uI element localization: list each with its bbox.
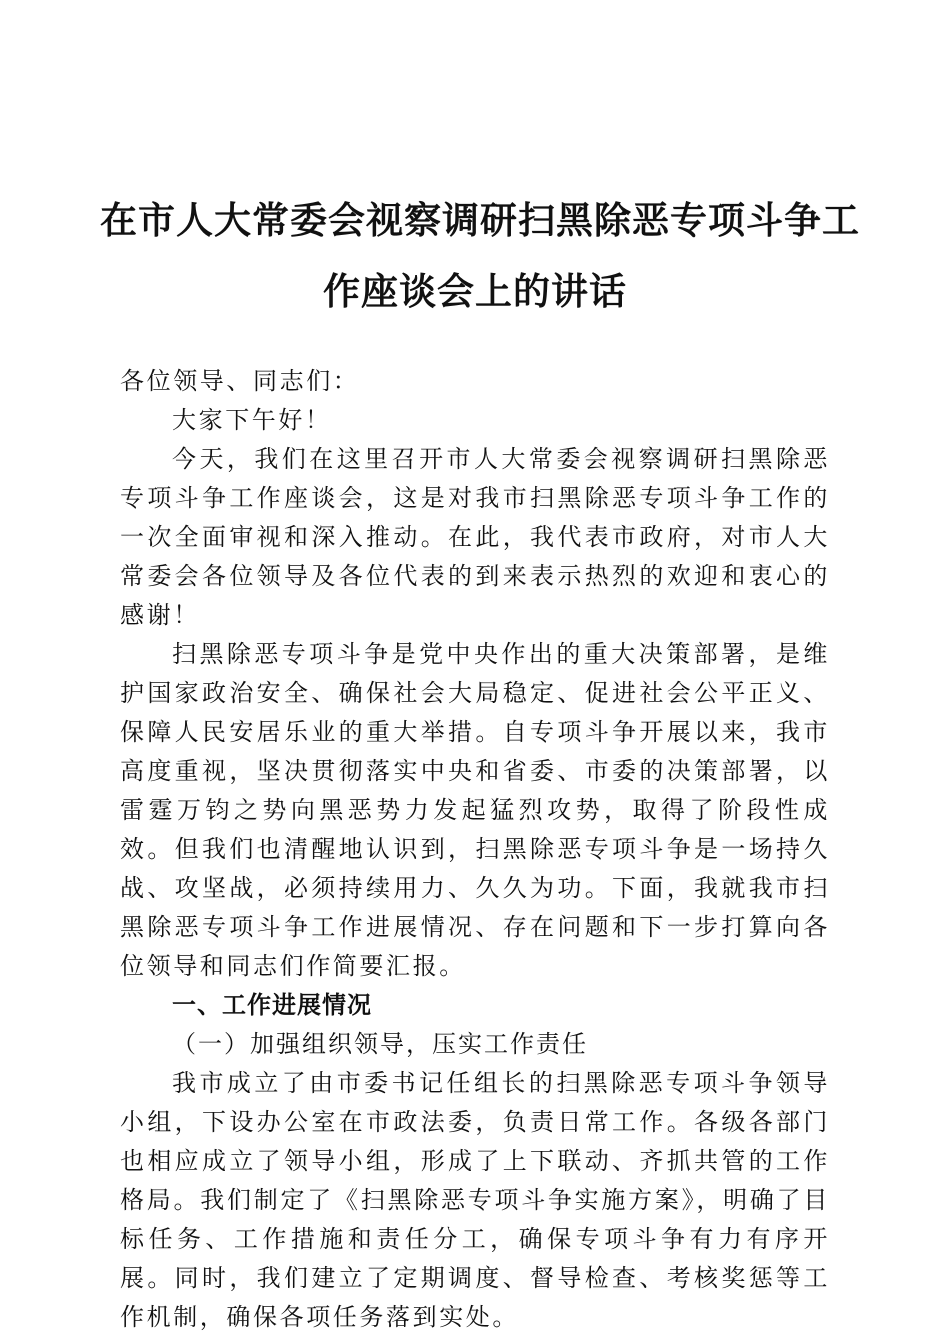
body-paragraph-3: 我市成立了由市委书记任组长的扫黑除恶专项斗争领导小组，下设办公室在市政法委，负责日常工作。各级各部门也相应成立了领导小组，形成了上下联动、齐抓共管的工作格局。我们制定了《扫黑除恶专项斗争实施方案》，明确了目标任务、工作措施和责任分工，确保专项斗争有力有序开展。同时，我们建立了定期调度、督导检查、考核奖惩等工作机制，确保各项任务落到实处。: [120, 1069, 830, 1331]
document-title-line-1: 在市人大常委会视察调研扫黑除恶专项斗争工: [100, 198, 860, 242]
document-title-line-2: 作座谈会上的讲话: [323, 269, 627, 313]
section-heading: 一、工作进展情况: [172, 991, 372, 1019]
body-paragraph-1: 今天，我们在这里召开市人大常委会视察调研扫黑除恶专项斗争工作座谈会，这是对我市扫黑除恶专项斗争工作的一次全面审视和深入推动。在此，我代表市政府，对市人大常委会各位领导及各位代表的到来表示热烈的欢迎和衷心的感谢！: [120, 445, 830, 629]
body-paragraph-2: 扫黑除恶专项斗争是党中央作出的重大决策部署，是维护国家政治安全、确保社会大局稳定、促进社会公平正义、保障人民安居乐业的重大举措。自专项斗争开展以来，我市高度重视，坚决贯彻落实中央和省委、市委的决策部署，以雷霆万钧之势向黑恶势力发起猛烈攻势，取得了阶段性成效。但我们也清醒地认识到，扫黑除恶专项斗争是一场持久战、攻坚战，必须持续用力、久久为功。下面，我就我市扫黑除恶专项斗争工作进展情况、存在问题和下一步打算向各位领导和同志们作简要汇报。: [120, 640, 830, 980]
document-body: [120, 362, 830, 1337]
greeting: 大家下午好！: [172, 406, 332, 434]
subsection-heading: （一）加强组织领导，压实工作责任: [172, 1030, 588, 1058]
salutation: 各位领导、同志们：: [120, 367, 360, 395]
